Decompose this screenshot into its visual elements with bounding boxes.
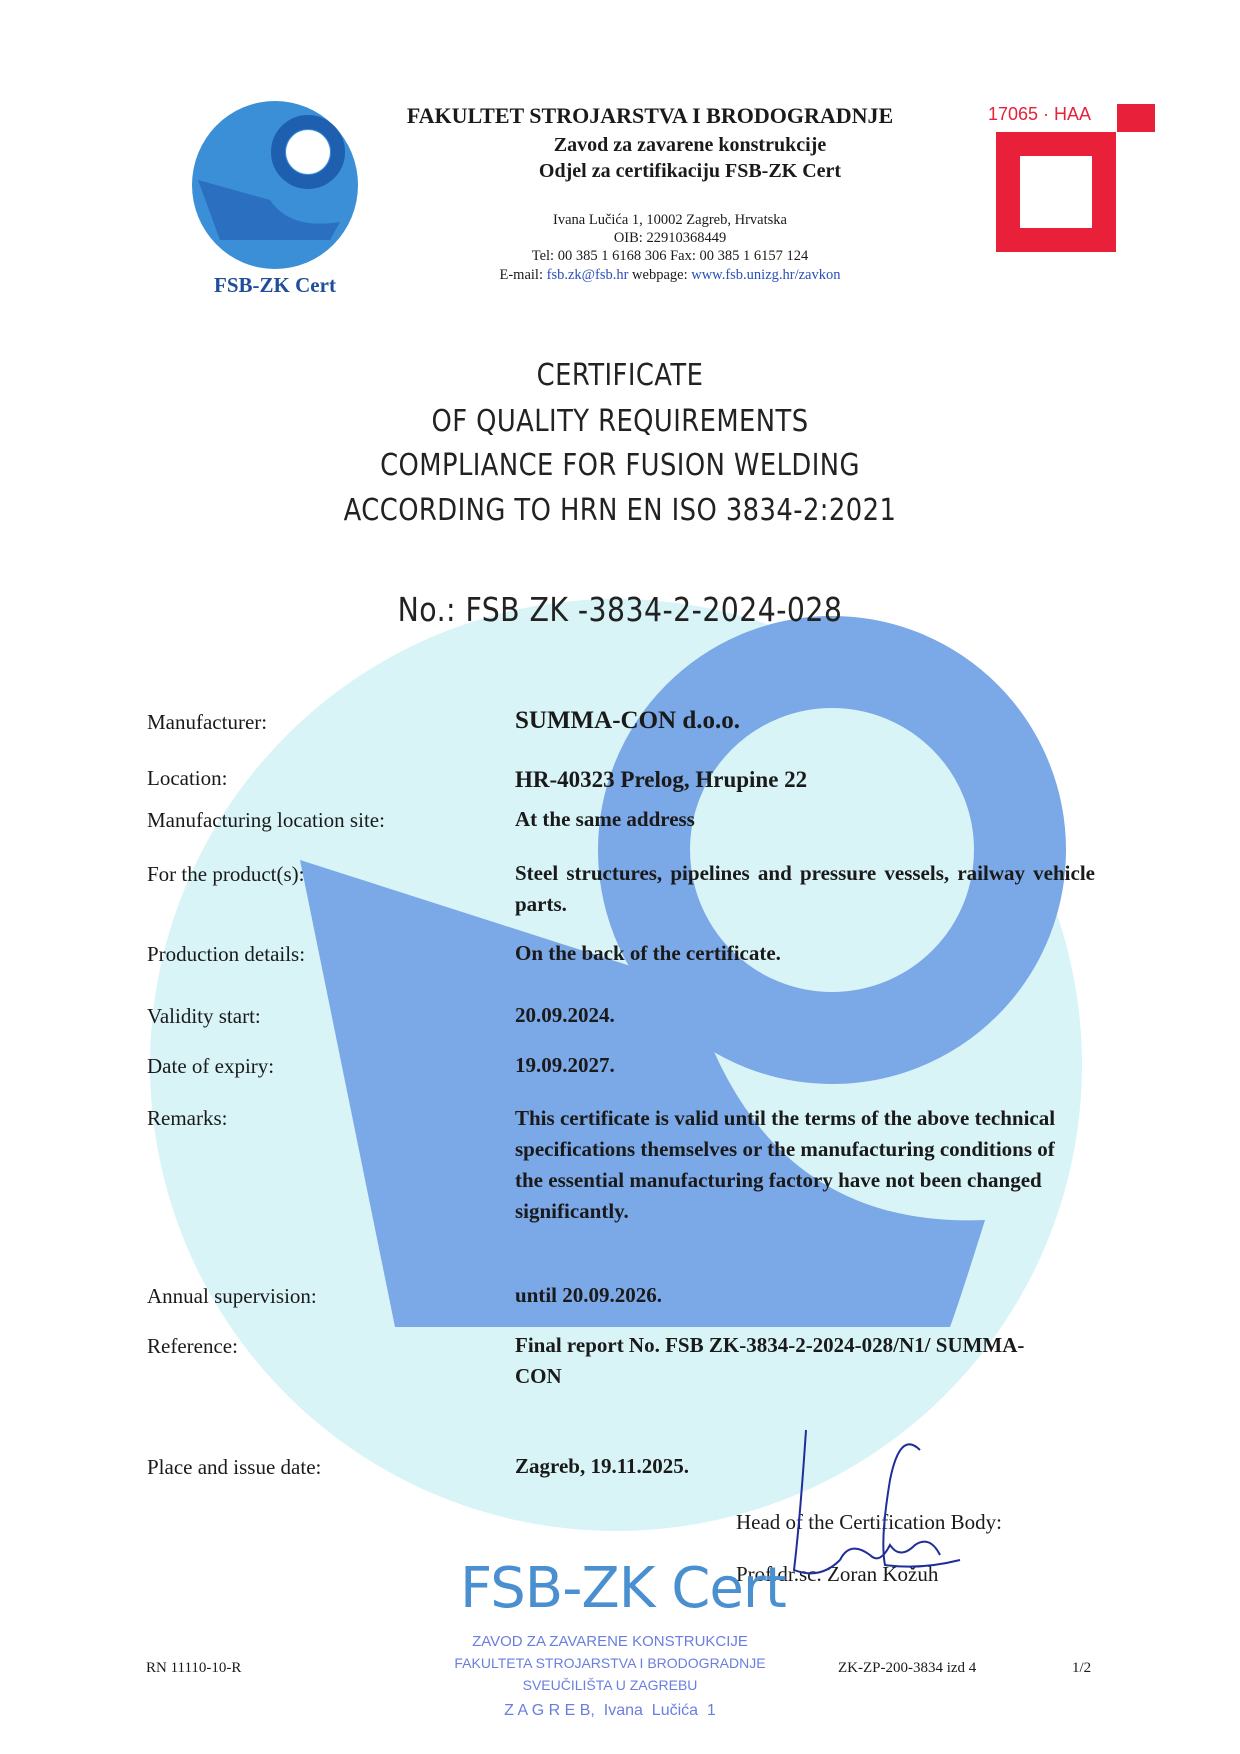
- title-line: CERTIFICATE: [536, 358, 704, 393]
- issue-date-label: Place and issue date:: [147, 1455, 322, 1479]
- validity-start-value: 20.09.2024.: [515, 1003, 615, 1027]
- production-details-label: Production details:: [147, 942, 306, 966]
- signatory-name: Prof.dr.sc. Zoran Kožuh: [736, 1562, 939, 1586]
- site-value: At the same address: [515, 807, 695, 831]
- products-value: Steel structures, pipelines and pressure vessels, railway vehicle parts.: [515, 861, 1095, 916]
- location-label: Location:: [147, 766, 228, 790]
- unit-name: Odjel za certifikaciju FSB-ZK Cert: [538, 160, 842, 182]
- reference-label: Reference:: [147, 1334, 238, 1358]
- dept-name: Zavod za zavarene konstrukcije: [553, 134, 827, 156]
- fsb-zk-logo: [190, 100, 360, 270]
- expiry-label: Date of expiry:: [147, 1054, 275, 1078]
- expiry-value: 19.09.2027.: [515, 1053, 615, 1077]
- page-number: 1/2: [1072, 1660, 1092, 1676]
- oib: OIB: 22910368449: [613, 230, 727, 246]
- accreditation-mark: [1117, 104, 1155, 132]
- annual-supervision-value: until 20.09.2026.: [515, 1283, 663, 1307]
- manufacturer-value: SUMMA-CON d.o.o.: [515, 707, 740, 734]
- issue-date-value: Zagreb, 19.11.2025.: [515, 1454, 690, 1478]
- stamp-line: Z A G R E B, Ivana Lučića 1: [504, 1702, 716, 1719]
- org-name: FAKULTET STROJARSTVA I BRODOGRADNJE: [406, 103, 894, 128]
- title-line: COMPLIANCE FOR FUSION WELDING: [380, 448, 860, 483]
- location-value: HR-40323 Prelog, Hrupine 22: [515, 767, 808, 792]
- stamp-line: SVEUČILIŠTA U ZAGREBU: [522, 1677, 698, 1693]
- handwritten-signature: [780, 1420, 980, 1590]
- stamp-brand: FSB-ZK Cert: [460, 1556, 786, 1621]
- address: Ivana Lučića 1, 10002 Zagreb, Hrvatska: [553, 212, 787, 228]
- form-code: ZK-ZP-200-3834 izd 4: [838, 1660, 977, 1676]
- products-label: For the product(s):: [147, 862, 305, 886]
- title-line: OF QUALITY REQUIREMENTS: [431, 404, 809, 439]
- accreditation-number: 3469: [1097, 190, 1116, 228]
- title-line: ACCORDING TO HRN EN ISO 3834-2:2021: [343, 493, 897, 528]
- site-label: Manufacturing location site:: [147, 808, 385, 832]
- reference-value: Final report No. FSB ZK-3834-2-2024-028/N1/ SUMMA-CON: [515, 1333, 1025, 1388]
- remarks-value: This certificate is valid until the terms of the above technical specifications themselves or the manufacturing conditions of the essential manufacturing factory have not been changed significantly.: [515, 1106, 1056, 1223]
- certificate-number: No.: FSB ZK -3834-2-2024-028: [397, 590, 843, 629]
- manufacturer-label: Manufacturer:: [147, 710, 268, 734]
- production-details-value: On the back of the certificate.: [515, 941, 781, 965]
- web-link[interactable]: www.fsb.unizg.hr/zavkon: [691, 267, 841, 283]
- contact-line: [400, 267, 940, 284]
- annual-supervision-label: Annual supervision:: [147, 1284, 317, 1308]
- footer-code: RN 11110-10-R: [146, 1660, 242, 1676]
- web-label: webpage:: [632, 267, 688, 283]
- phone-fax: Tel: 00 385 1 6168 306 Fax: 00 385 1 6157 124: [531, 248, 809, 264]
- remarks-label: Remarks:: [147, 1106, 228, 1130]
- logo-caption: FSB-ZK Cert: [214, 273, 336, 297]
- email-link[interactable]: fsb.zk@fsb.hr: [546, 267, 629, 283]
- stamp-line: FAKULTETA STROJARSTVA I BRODOGRADNJE: [454, 1655, 766, 1671]
- stamp-line: ZAVOD ZA ZAVARENE KONSTRUKCIJE: [472, 1633, 748, 1650]
- accreditation-code: 17065 · HAA: [988, 104, 1092, 124]
- email-label: E-mail:: [499, 267, 543, 283]
- validity-start-label: Validity start:: [147, 1004, 261, 1028]
- signatory-role: Head of the Certification Body:: [736, 1510, 1002, 1534]
